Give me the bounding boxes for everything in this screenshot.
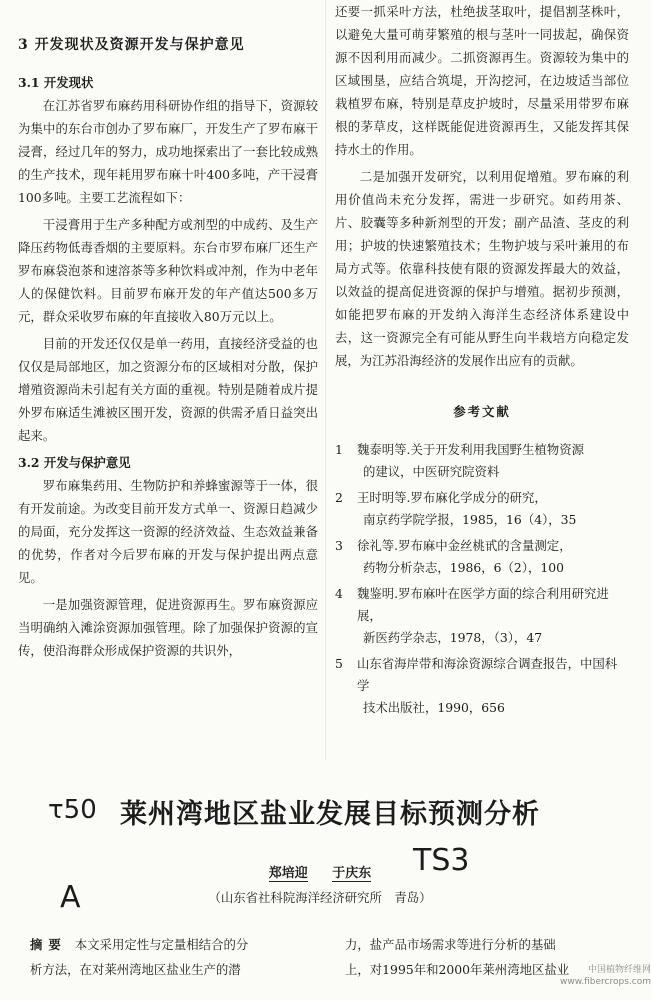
reference-item bbox=[335, 653, 629, 719]
right-column bbox=[335, 0, 629, 723]
paragraph: 罗布麻集药用、生物防护和养蜂蜜源等于一体，很有开发前途。为改变目前开发方式单一、资源日趋减少的局面，充分发挥这一资源的经济效益、生态效益兼备的优势，作者对今后罗布麻的开发与保护提出两点意见。 bbox=[18, 478, 318, 585]
left-column bbox=[18, 28, 318, 662]
reference-line: 魏泰明等.关于开发利用我国野生植物资源 bbox=[357, 442, 584, 457]
reference-number: 1 bbox=[335, 442, 343, 457]
reference-line: 技术出版社，1990，656 bbox=[363, 700, 505, 715]
paragraph: 干浸膏用于生产多种配方或剂型的中成药、及生产降压药物低毒香烟的主要原料。东台市罗布麻厂还生产罗布麻袋泡茶和速溶茶等多种饮料或冲剂，作为中老年人的保健饮料。目前罗布麻开发的年产值达500多万元，群众采收罗布麻的年直接收入80万元以上。 bbox=[18, 217, 318, 324]
reference-item bbox=[335, 535, 629, 579]
paragraph: 二是加强开发研究，以利用促增殖。罗布麻的利用价值尚未充分发挥，需进一步研究。如药用茶、片、胶囊等多种新剂型的开发；副产品渣、茎皮的利用；护坡的快速繁殖技术；生物护坡与采叶兼用的布局方式等。依靠科技使有限的资源发挥最大的效益，以效益的提高促进资源的保护与增殖。据初步预测，如能把罗布麻的开发纳入海洋生态经济体系建设中去，这一资源完全有可能从野生向半栽培方向稳定发展，为江苏沿海经济的发展作出应有的贡献。 bbox=[335, 169, 629, 368]
article-title: 莱州湾地区盐业发展目标预测分析 bbox=[120, 799, 540, 830]
reference-number: 3 bbox=[335, 538, 343, 553]
handwritten-ts-code: TS3 bbox=[413, 843, 470, 878]
abstract-left bbox=[30, 932, 310, 982]
watermark bbox=[560, 964, 651, 988]
authors bbox=[170, 862, 470, 882]
reference-line: 王时明等.罗布麻化学成分的研究， bbox=[357, 490, 547, 505]
reference-line: 山东省海岸带和海涂资源综合调查报告，中国科学 bbox=[357, 656, 618, 693]
author-name: 于庆东 bbox=[332, 862, 371, 882]
reference-line: 徐礼等.罗布麻中金丝桃甙的含量测定， bbox=[357, 538, 572, 553]
reference-number: 2 bbox=[335, 490, 343, 505]
reference-line: 南京药学院学报，1985，16（4），35 bbox=[363, 512, 577, 527]
abstract-line: 本文采用定性与定量相结合的分 bbox=[74, 937, 249, 952]
handwritten-doc-code: A bbox=[60, 880, 81, 915]
paragraph: 还要一抓采叶方法，杜绝拔茎取叶，提倡割茎株叶，以避免大量可萌芽繁殖的根与茎叶一同拔起，确保资源不因利用而减少。二抓资源再生。资源较为集中的区域围垦，应结合筑堤，开沟挖河，在边坡适当部位栽植罗布麻，特别是草皮护坡时，尽量采用带罗布麻根的茅草皮，这样既能促进资源再生，又能发挥其保持水土的作用。 bbox=[335, 4, 629, 157]
affiliation: （山东省社科院海洋经济研究所 青岛） bbox=[208, 890, 432, 905]
abstract-line: 析方法，在对莱州湾地区盐业生产的潜 bbox=[30, 962, 241, 977]
reference-line: 的建议，中医研究院资料 bbox=[363, 464, 500, 479]
reference-line: 魏鉴明.罗布麻叶在医学方面的综合利用研究进展， bbox=[357, 586, 609, 623]
paragraph: 一是加强资源管理，促进资源再生。罗布麻资源应当明确纳入滩涂资源加强管理。除了加强保护资源的宣传，使沿海群众形成保护资源的共识外， bbox=[18, 597, 318, 658]
watermark-line: www.fibercrops.com bbox=[560, 977, 651, 987]
reference-item bbox=[335, 439, 629, 483]
author-name: 郑培迎 bbox=[269, 862, 308, 882]
reference-line: 新医药学杂志，1978，（3），47 bbox=[363, 630, 543, 645]
watermark-line: 中国植物纤维网 bbox=[587, 965, 651, 975]
section-3-heading: 3 开发现状及资源开发与保护意见 bbox=[18, 37, 245, 53]
abstract-label: 摘要 bbox=[30, 937, 67, 952]
reference-item bbox=[335, 583, 629, 649]
reference-number: 4 bbox=[335, 586, 343, 601]
handwritten-class-code: τ50 bbox=[48, 795, 97, 825]
abstract-line: 力，盐产品市场需求等进行分析的基础 bbox=[345, 937, 556, 952]
references-title: 参考文献 bbox=[453, 404, 511, 419]
section-3-2-heading: 3.2 开发与保护意见 bbox=[18, 455, 131, 470]
column-divider bbox=[325, 0, 326, 760]
abstract-line: 上，对1995年和2000年莱州湾地区盐业 bbox=[345, 962, 570, 977]
paragraph: 目前的开发还仅仅是单一药用，直接经济受益的也仅仅是局部地区，加之资源分布的区域相对分散，保护增殖资源尚未引起有关方面的重视。特别是随着成片提外罗布麻适生滩被区围开发，资源的供需矛盾日益突出起来。 bbox=[18, 336, 318, 443]
reference-line: 药物分析杂志，1986，6（2），100 bbox=[363, 560, 565, 575]
reference-item bbox=[335, 487, 629, 531]
section-3-1-heading: 3.1 开发现状 bbox=[18, 75, 94, 90]
paragraph: 在江苏省罗布麻药用科研协作组的指导下，资源较为集中的东台市创办了罗布麻厂，开发生产了罗布麻干浸膏，经过几年的努力，成功地探索出了一套比较成熟的生产技术，现年耗用罗布麻十叶400多吨，产干浸膏100多吨。主要工艺流程如下： bbox=[18, 98, 318, 205]
reference-number: 5 bbox=[335, 656, 343, 671]
